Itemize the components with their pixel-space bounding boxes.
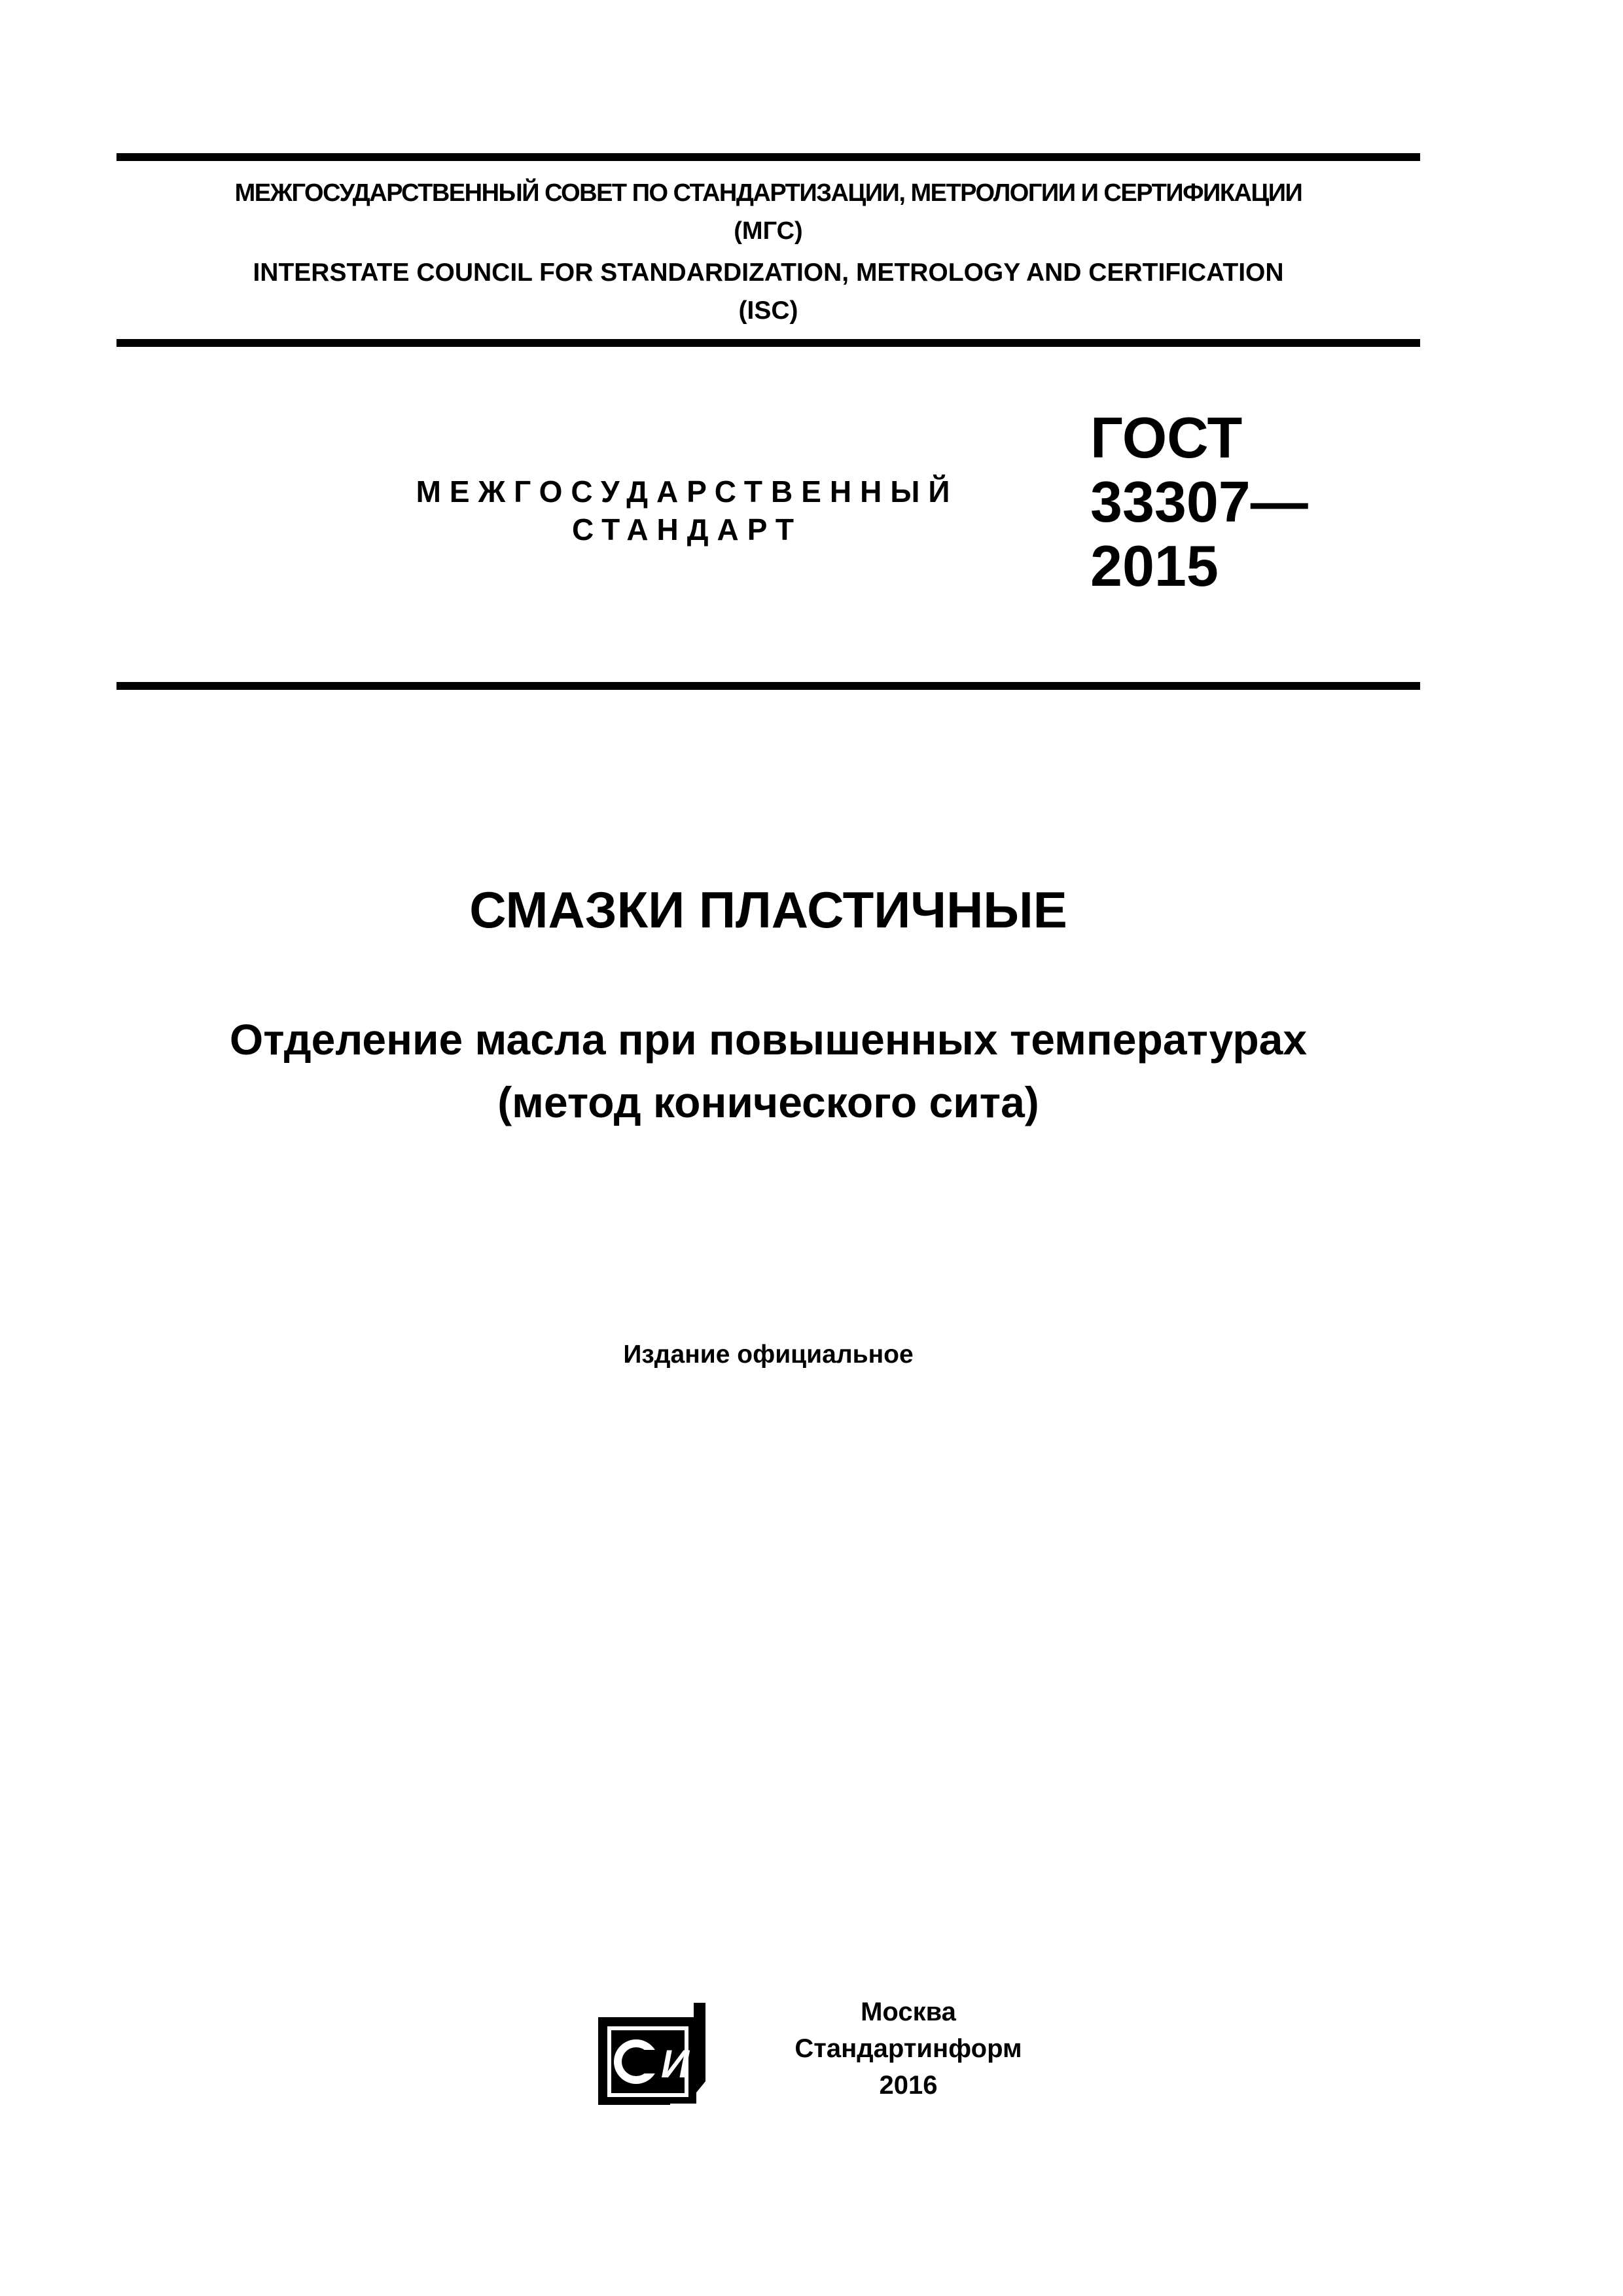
council-abbr-en: (ISC) <box>738 296 798 325</box>
publisher-block <box>725 1994 1092 2104</box>
top-rule <box>116 153 1420 161</box>
standard-code-line3: 2015 <box>1090 533 1219 598</box>
document-title: СМАЗКИ ПЛАСТИЧНЫЕ <box>469 881 1067 939</box>
standard-code-line2: 33307— <box>1090 469 1308 534</box>
standard-code <box>1090 406 1308 598</box>
publisher-city: Москва <box>861 1998 956 2026</box>
standard-code-line1: ГОСТ <box>1090 405 1243 470</box>
standard-type <box>393 473 982 548</box>
standartinform-logo-icon <box>596 1998 708 2108</box>
designation-bottom-rule <box>116 682 1420 690</box>
publisher-name: Стандартинформ <box>794 2034 1022 2063</box>
document-subtitle <box>116 1008 1420 1134</box>
document-subtitle-line1: Отделение масла при повышенных температурах <box>229 1015 1308 1064</box>
document-subtitle-line2: (метод конического сита) <box>497 1078 1039 1126</box>
edition-note: Издание официальное <box>623 1340 914 1369</box>
council-name-ru: МЕЖГОСУДАРСТВЕННЫЙ СОВЕТ ПО СТАНДАРТИЗАЦИИ, МЕТРОЛОГИИ И СЕРТИФИКАЦИИ <box>234 179 1302 207</box>
header-bottom-rule <box>116 339 1420 347</box>
standard-type-line1: МЕЖГОСУДАРСТВЕННЫЙ <box>416 475 959 509</box>
council-name-en: INTERSTATE COUNCIL FOR STANDARDIZATION, METROLOGY AND CERTIFICATION <box>253 259 1284 287</box>
publisher-year: 2016 <box>879 2071 938 2100</box>
standard-type-line2: СТАНДАРТ <box>572 512 802 547</box>
council-abbr-ru: (МГС) <box>734 217 803 245</box>
svg-text:И: И <box>661 2042 690 2086</box>
